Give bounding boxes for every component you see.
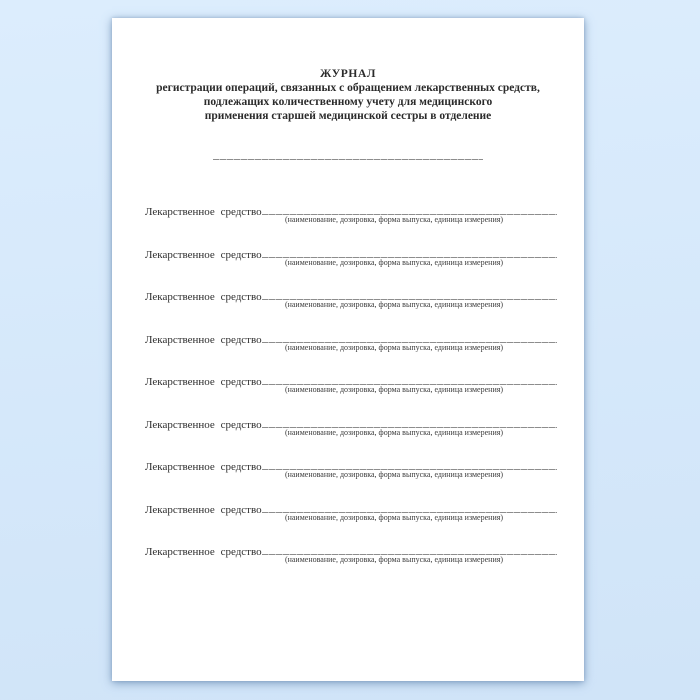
drug-entry-label: Лекарственное средство — [145, 206, 262, 218]
drug-entry-row — [145, 202, 557, 218]
drug-entry-row — [145, 457, 557, 473]
drug-entry-hint: (наименование, дозировка, форма выпуска, единица измерения) — [284, 427, 504, 437]
drug-entry-block — [145, 500, 557, 523]
drug-entry-hint: (наименование, дозировка, форма выпуска, единица измерения) — [284, 342, 504, 352]
drug-entry-label: Лекарственное средство — [145, 333, 262, 346]
drug-entry-block — [145, 245, 557, 268]
drug-entry-row — [145, 330, 557, 346]
drug-entry-fill-line — [262, 245, 557, 258]
form-title-line-4: применения старшей медицинской сестры в отделение — [204, 110, 492, 122]
drug-entry-fill-line — [262, 415, 557, 428]
drug-entry-fill-line — [262, 287, 557, 300]
drug-entry-row — [145, 500, 557, 516]
drug-entry-hint: (наименование, дозировка, форма выпуска, единица измерения) — [284, 257, 504, 267]
drug-entry-label: Лекарственное средство — [145, 291, 262, 303]
journal-form-page — [112, 18, 584, 681]
department-blank-line — [213, 159, 483, 160]
form-title-line-3: подлежащих количественному учету для медицинского — [203, 96, 493, 108]
drug-entry-row — [145, 245, 557, 261]
drug-entry-hint: (наименование, дозировка, форма выпуска, единица измерения) — [284, 300, 504, 309]
drug-entry-label: Лекарственное средство — [145, 546, 262, 558]
drug-entry-block — [145, 287, 557, 310]
drug-entry-hint: (наименование, дозировка, форма выпуска, единица измерения) — [284, 555, 504, 564]
drug-entry-row — [145, 372, 557, 388]
drug-entry-label: Лекарственное средство — [145, 461, 262, 473]
drug-entry-block — [145, 372, 557, 395]
drug-entry-hint: (наименование, дозировка, форма выпуска, единица измерения) — [284, 215, 504, 224]
drug-entry-hint: (наименование, дозировка, форма выпуска, единица измерения) — [284, 512, 504, 522]
form-title-line-1: ЖУРНАЛ — [319, 68, 377, 80]
drug-entry-label: Лекарственное средство — [145, 418, 262, 431]
drug-entry-row — [145, 415, 557, 431]
drug-entry-block — [145, 415, 557, 438]
drug-entry-hint: (наименование, дозировка, форма выпуска, единица измерения) — [284, 385, 504, 394]
drug-entry-fill-line — [262, 542, 557, 555]
drug-entry-row — [145, 287, 557, 303]
drug-entry-fill-line — [262, 500, 557, 513]
drug-entry-label: Лекарственное средство — [145, 503, 262, 516]
drug-entry-label: Лекарственное средство — [145, 248, 262, 261]
drug-entry-list — [112, 202, 584, 565]
drug-entry-fill-line — [262, 457, 557, 470]
drug-entry-block — [145, 330, 557, 353]
drug-entry-fill-line — [262, 372, 557, 385]
drug-entry-label: Лекарственное средство — [145, 376, 262, 388]
drug-entry-block — [145, 457, 557, 480]
drug-entry-fill-line — [262, 202, 557, 215]
drug-entry-hint: (наименование, дозировка, форма выпуска, единица измерения) — [284, 470, 504, 479]
drug-entry-block — [145, 542, 557, 565]
form-title-line-2: регистрации операций, связанных с обращением лекарственных средств, — [156, 82, 540, 94]
drug-entry-block — [145, 202, 557, 225]
drug-entry-row — [145, 542, 557, 558]
drug-entry-fill-line — [262, 330, 557, 343]
form-title — [112, 67, 584, 123]
